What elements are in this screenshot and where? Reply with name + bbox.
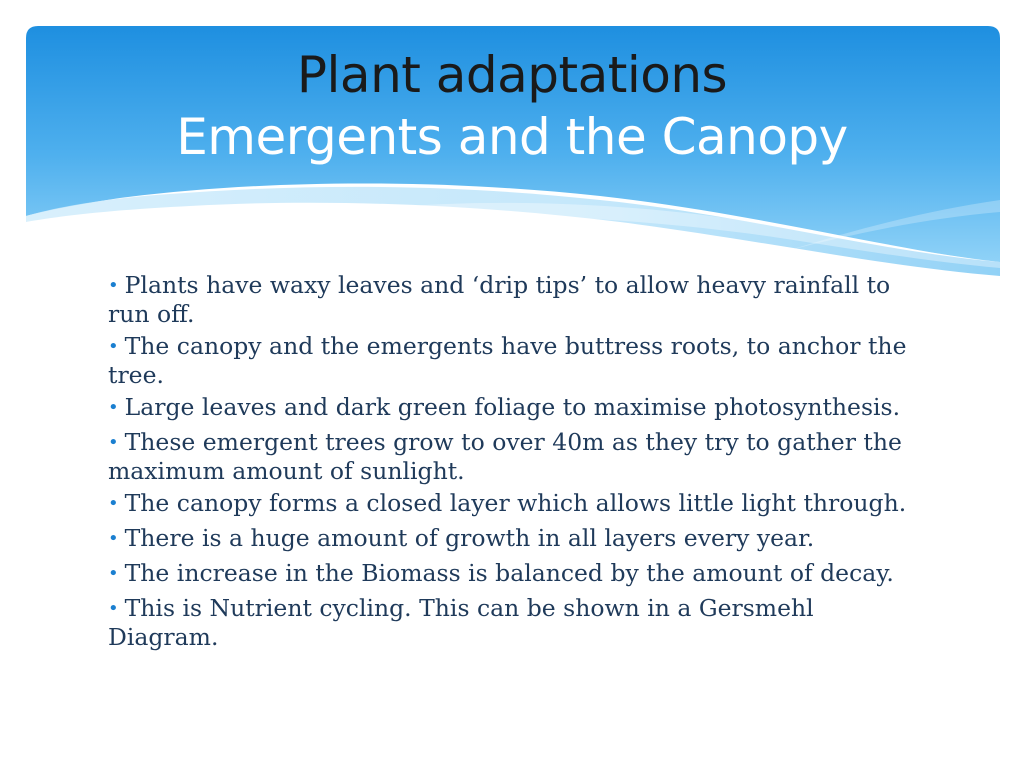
bullet-text: The canopy and the emergents have buttress roots, to anchor the tree. [108, 332, 907, 389]
bullet-dot-icon: • [108, 397, 119, 418]
bullet-dot-icon: • [108, 336, 119, 357]
bullet-dot-icon: • [108, 598, 119, 619]
bullet-text: Plants have waxy leaves and ‘drip tips’ to allow heavy rainfall to run off. [108, 271, 891, 328]
bullet-dot-icon: • [108, 528, 119, 549]
bullet-item [108, 525, 928, 554]
bullet-text: Large leaves and dark green foliage to maximise photosynthesis. [124, 393, 901, 421]
bullet-dot-icon: • [108, 563, 119, 584]
bullet-item [108, 560, 928, 589]
bullet-text: There is a huge amount of growth in all layers every year. [124, 524, 815, 552]
bullet-dot-icon: • [108, 493, 119, 514]
title-main: Plant adaptations [296, 46, 728, 104]
bullet-item [108, 429, 928, 484]
bullet-text: This is Nutrient cycling. This can be shown in a Gersmehl Diagram. [108, 594, 814, 651]
bullet-dot-icon: • [108, 275, 119, 296]
bullet-item [108, 272, 928, 327]
bullet-text: The increase in the Biomass is balanced by the amount of decay. [124, 559, 894, 587]
title-subtitle: Emergents and the Canopy [176, 108, 848, 166]
bullet-item [108, 394, 928, 423]
bullet-item [108, 490, 928, 519]
slide-content [108, 272, 928, 656]
bullet-item [108, 333, 928, 388]
bullet-dot-icon: • [108, 432, 119, 453]
bullet-item [108, 595, 928, 650]
slide-title [0, 44, 1024, 168]
bullet-text: These emergent trees grow to over 40m as they try to gather the maximum amount of sunlight. [108, 428, 902, 485]
bullet-list [108, 272, 928, 650]
bullet-text: The canopy forms a closed layer which allows little light through. [124, 489, 907, 517]
